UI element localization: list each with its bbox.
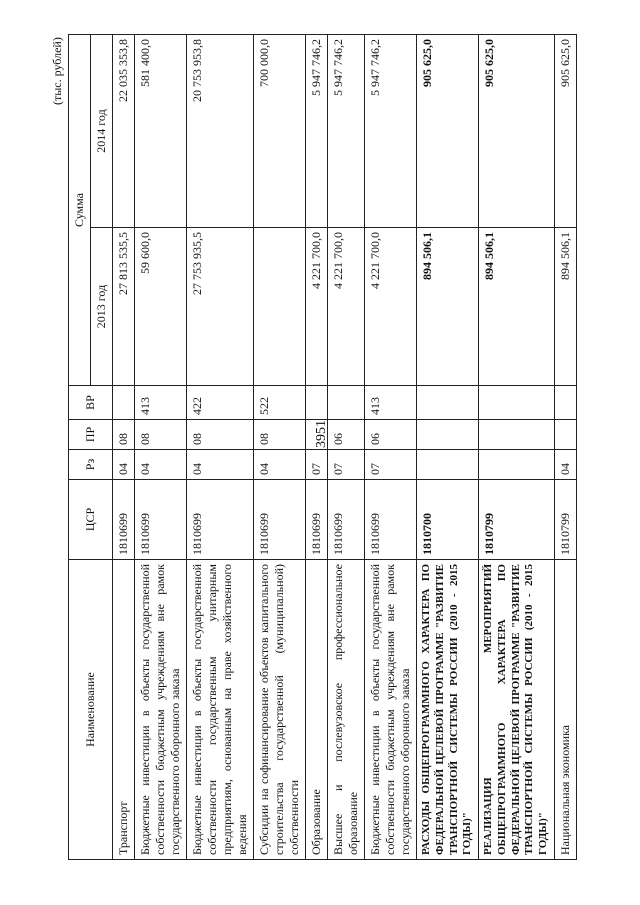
row-pr: [417, 420, 479, 450]
row-rz: 04: [254, 450, 306, 480]
table-row: [479, 34, 555, 859]
row-2013: 894 506,1: [554, 228, 576, 386]
row-2014: 581 400,0: [135, 34, 187, 227]
row-rz: 04: [187, 450, 254, 480]
row-vr: 422: [187, 386, 254, 420]
row-csr: 1810699: [328, 480, 365, 560]
row-rz: [479, 450, 555, 480]
row-2013: 4 221 700,0: [328, 228, 365, 386]
header-name: Наименование: [69, 560, 113, 860]
units-label: (тыс. рублей): [50, 37, 64, 105]
row-rz: 07: [328, 450, 365, 480]
table-row: [306, 34, 328, 859]
row-pr: 08: [254, 420, 306, 450]
header-pr: ПР: [69, 420, 113, 450]
row-2013: 894 506,1: [479, 228, 555, 386]
table-row: [135, 34, 187, 859]
row-2013: 4 221 700,0: [306, 228, 328, 386]
row-rz: 04: [554, 450, 576, 480]
row-csr: 1810700: [417, 480, 479, 560]
row-vr: 413: [365, 386, 417, 420]
row-2013: 4 221 700,0: [365, 228, 417, 386]
header-sum: Сумма: [69, 34, 91, 385]
row-name: Образование: [306, 560, 328, 860]
row-2013: 27 813 535,5: [113, 228, 135, 386]
row-pr: 08: [135, 420, 187, 450]
row-rz: 07: [365, 450, 417, 480]
row-rz: 04: [113, 450, 135, 480]
row-vr: [479, 386, 555, 420]
row-name: Национальная экономика: [554, 560, 576, 860]
row-name: Высшее и послевузовское профессиональное образование: [328, 560, 365, 860]
row-2014: 905 625,0: [479, 34, 555, 227]
row-name: Субсидии на софинансирование объектов капитального строительства государственной (муниципальной) собственности: [254, 560, 306, 860]
row-2014: 905 625,0: [417, 34, 479, 227]
row-name: Бюджетные инвестиции в объекты государственной собственности бюджетным учреждениям вне рамок государственного оборонного заказа: [135, 560, 187, 860]
row-pr: 06: [365, 420, 417, 450]
row-pr: [479, 420, 555, 450]
header-row: [69, 34, 91, 859]
row-2014: 5 947 746,2: [365, 34, 417, 227]
row-pr: 06: [328, 420, 365, 450]
row-pr: 08: [113, 420, 135, 450]
row-2014: 905 625,0: [554, 34, 576, 227]
row-vr: [554, 386, 576, 420]
row-csr: 1810699: [306, 480, 328, 560]
row-rz: [417, 450, 479, 480]
row-vr: [417, 386, 479, 420]
row-2013: 894 506,1: [417, 228, 479, 386]
row-name: Транспорт: [113, 560, 135, 860]
row-2014: 700 000,0: [254, 34, 306, 227]
header-rz: Рз: [69, 450, 113, 480]
row-name: Бюджетные инвестиции в объекты государственной собственности бюджетным учреждениям вне рамок государственного оборонного заказа: [365, 560, 417, 860]
row-csr: 1810799: [479, 480, 555, 560]
row-csr: 1810699: [254, 480, 306, 560]
row-vr: 413: [135, 386, 187, 420]
table-row: [113, 34, 135, 859]
page-number: 3951: [314, 420, 329, 448]
row-2013: 59 600,0: [135, 228, 187, 386]
row-csr: 1810799: [554, 480, 576, 560]
header-2013: 2013 год: [91, 228, 113, 386]
row-csr: 1810699: [365, 480, 417, 560]
row-2014: 22 035 353,8: [113, 34, 135, 227]
row-vr: [328, 386, 365, 420]
row-vr: [306, 386, 328, 420]
header-2014: 2014 год: [91, 34, 113, 227]
budget-table: [68, 34, 577, 860]
row-rz: 07: [306, 450, 328, 480]
row-name: РАСХОДЫ ОБЩЕПРОГРАММНОГО ХАРАКТЕРА ПО ФЕДЕРАЛЬНОЙ ЦЕЛЕВОЙ ПРОГРАММЕ "РАЗВИТИЕ ТРАНСПОРТНОЙ СИСТЕМЫ РОССИИ (2010 - 2015 ГОДЫ)": [417, 560, 479, 860]
row-2013: [254, 228, 306, 386]
row-2013: 27 753 935,5: [187, 228, 254, 386]
table-row: [417, 34, 479, 859]
row-pr: [554, 420, 576, 450]
row-name: РЕАЛИЗАЦИЯ МЕРОПРИЯТИЙ ОБЩЕПРОГРАММНОГО ХАРАКТЕРА ПО ФЕДЕРАЛЬНОЙ ЦЕЛЕВОЙ ПРОГРАММЕ "РАЗВИТИЕ ТРАНСПОРТНОЙ СИСТЕМЫ РОССИИ (2010 - 2015 ГОДЫ)": [479, 560, 555, 860]
row-2014: 5 947 746,2: [306, 34, 328, 227]
table-row: [328, 34, 365, 859]
header-csr: ЦСР: [69, 480, 113, 560]
row-pr: 08: [187, 420, 254, 450]
row-vr: [113, 386, 135, 420]
row-csr: 1810699: [113, 480, 135, 560]
table-row: [365, 34, 417, 859]
row-vr: 522: [254, 386, 306, 420]
table-row: [254, 34, 306, 859]
row-rz: 04: [135, 450, 187, 480]
table-row: [187, 34, 254, 859]
row-csr: 1810699: [187, 480, 254, 560]
header-vr: ВР: [69, 386, 113, 420]
row-2014: 20 753 953,8: [187, 34, 254, 227]
row-name: Бюджетные инвестиции в объекты государственной собственности государственным унитарным предприятиям, основанным на праве хозяйственного ведения: [187, 560, 254, 860]
row-pr: [306, 420, 328, 450]
row-csr: 1810699: [135, 480, 187, 560]
row-2014: 5 947 746,2: [328, 34, 365, 227]
table-row: [554, 34, 576, 859]
